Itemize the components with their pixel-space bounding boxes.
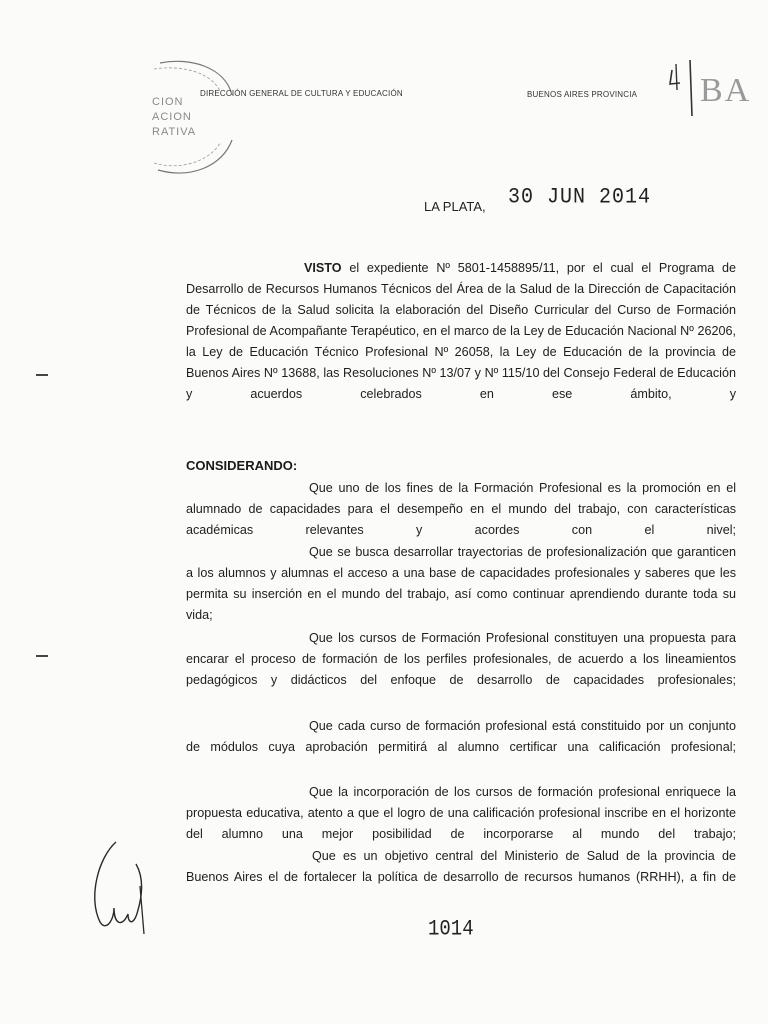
stamp-line-1: CION bbox=[152, 96, 184, 108]
header-province-text: BUENOS AIRES PROVINCIA bbox=[527, 90, 638, 99]
stamped-date: 30 JUN 2014 bbox=[508, 184, 652, 211]
stamp-line-3: RATIVA bbox=[152, 126, 197, 138]
considerando-paragraph-1: Que uno de los fines de la Formación Profesional es la promoción en el alumnado de capacidades para el desempeño en el mundo del trabajo, con características académicas relevantes y acordes con el nivel; bbox=[186, 481, 736, 537]
considerando-heading: CONSIDERANDO: bbox=[186, 458, 298, 473]
considerando-paragraph-5: Que la incorporación de los cursos de formación profesional enriquece la propuesta educativa, atento a que el logro de una calificación profesional inscribe en el horizonte del alumno una mejor posibilidad de incorporarse al mundo del trabajo; bbox=[186, 785, 736, 841]
handwritten-initials bbox=[88, 838, 158, 938]
considerando-paragraph-6: Que es un objetivo central del Ministerio de Salud de la provincia de Buenos Aires el de fortalecer la política de desarrollo de recursos humanos (RRHH), a fin de bbox=[186, 849, 736, 884]
visto-lead: VISTO bbox=[304, 261, 342, 275]
circular-stamp bbox=[150, 55, 240, 180]
stamp-line-2: ACION bbox=[152, 111, 192, 123]
considerando-paragraph-4: Que cada curso de formación profesional está constituido por un conjunto de módulos cuya aprobación permitirá al alumno certificar una calificación profesional; bbox=[186, 719, 736, 754]
province-logo: BA bbox=[700, 72, 752, 109]
considerando-paragraph-2: Que se busca desarrollar trayectorias de profesionalización que garanticen a los alumnos y alumnas el acceso a una base de capacidades profesionales y saberes que les permita su inserción en el mundo del trabajo, así como continuar aprendiendo durante toda su vida; bbox=[186, 545, 736, 622]
margin-mark-2 bbox=[36, 655, 48, 657]
margin-mark-1 bbox=[36, 374, 48, 376]
considerando-paragraph-3: Que los cursos de Formación Profesional constituyen una propuesta para encarar el proceso de formación de los perfiles profesionales, de acuerdo a los lineamientos pedagógicos y didácticos del enfoque de desarrollo de capacidades profesionales; bbox=[186, 631, 736, 687]
folio-number: 1014 bbox=[428, 916, 474, 942]
visto-text: el expediente Nº 5801-1458895/11, por el cual el Programa de Desarrollo de Recursos Humanos Técnicos del Área de la Salud de la Dirección de Capacitación de Técnicos de la Salud solicita la elaboración del Diseño Curricular del Curso de Formación Profesional de Acompañante Terapéutico, en el marco de la Ley de Educación Nacional Nº 26206, la Ley de Educación Técnico Profesional Nº 26058, la Ley de Educación de la provincia de Buenos Aires Nº 13688, las Resoluciones Nº 13/07 y Nº 115/10 del Consejo Federal de Educación y acuerdos celebrados en ese ámbito, y bbox=[186, 261, 736, 401]
visto-paragraph bbox=[186, 258, 736, 405]
place-label: LA PLATA, bbox=[424, 199, 486, 214]
header-ministry-text: DIRECCIÓN GENERAL DE CULTURA Y EDUCACIÓN bbox=[200, 89, 403, 98]
handwritten-folio bbox=[668, 50, 700, 120]
